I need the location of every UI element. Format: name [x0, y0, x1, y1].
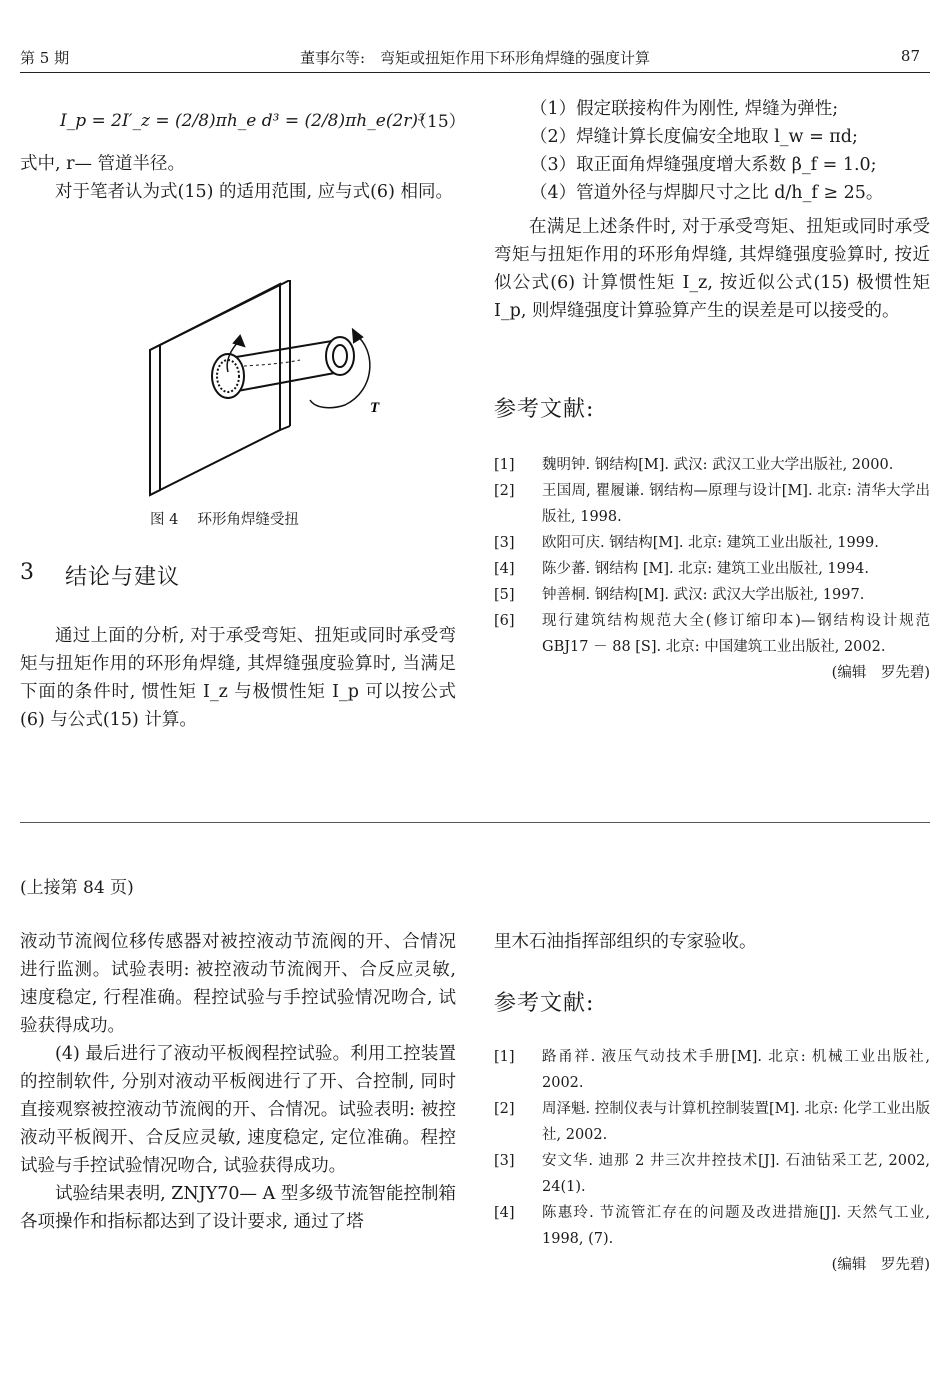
ref-text: 欧阳可庆. 钢结构[M]. 北京: 建筑工业出版社, 1999. [542, 535, 879, 551]
running-title: 董事尔等: 弯矩或扭矩作用下环形角焊缝的强度计算 [299, 49, 651, 67]
reference-item [494, 1044, 930, 1096]
section-number: 3 [20, 560, 35, 585]
right-top-paragraph [494, 213, 930, 325]
refs-heading-2: 参考文献: [494, 991, 595, 1016]
figure-caption: 图 4 环形角焊缝受扭 [150, 512, 299, 528]
reference-item [494, 608, 930, 660]
ref-number: [3] [494, 535, 515, 551]
ref-text: 周泽魁. 控制仪表与计算机控制装置[M]. 北京: 化学工业出版社, 2002. [542, 1101, 930, 1143]
ref-number: [1] [494, 1049, 515, 1065]
ref-number: [2] [494, 1101, 515, 1117]
formula-15: I_p = 2I′_z = (2/8)πh_e d³ = (2/8)πh_e(2r)³ [60, 111, 425, 131]
left-bottom-text [20, 928, 456, 1236]
ref-text: 王国周, 瞿履谦. 钢结构—原理与设计[M]. 北京: 清华大学出版社, 1998. [542, 483, 930, 525]
reference-item [494, 556, 930, 582]
condition-3: （3）取正面角焊缝强度增大系数 β_f = 1.0; [530, 155, 877, 175]
applicability-paragraph: 对于笔者认为式(15) 的适用范围, 应与式(6) 相同。 [55, 182, 453, 202]
ref-number: [4] [494, 1205, 515, 1221]
conclusion-paragraph [20, 622, 456, 734]
plate-side [150, 345, 160, 495]
section-title: 结论与建议 [65, 565, 181, 590]
summary-text: 在满足上述条件时, 对于承受弯矩、扭矩或同时承受弯矩与扭矩作用的环形角焊缝, 其焊缝强度验算时, 按近似公式(6) 计算惯性矩 I_z, 按近似公式(15) 极惯性矩 I_p, 则焊缝强度计算验算产生的误差是可以接受的。 [494, 217, 930, 321]
ref-number: [3] [494, 1153, 515, 1169]
issue-label: 第 5 期 [20, 49, 70, 67]
conclusion-text: 通过上面的分析, 对于承受弯矩、扭矩或同时承受弯矩与扭矩作用的环形角焊缝, 其焊缝强度验算时, 当满足下面的条件时, 惯性矩 I_z 与极惯性矩 I_p 可以按公式(6) 与公式(15) 计算。 [20, 626, 456, 730]
reference-item [494, 452, 930, 478]
torque-label: T [370, 400, 380, 416]
page-number: 87 [900, 47, 920, 65]
condition-4: （4）管道外径与焊脚尺寸之比 d/h_f ≥ 25。 [530, 183, 884, 203]
right-bottom-text [494, 928, 930, 956]
ref-number: [4] [494, 561, 515, 577]
formula-number: （15） [410, 112, 466, 132]
ref-number: [1] [494, 457, 515, 473]
editor-credit-1: (编辑 罗先碧) [831, 665, 930, 681]
left-top-text [20, 150, 456, 206]
reference-item [494, 1096, 930, 1148]
ref-number: [5] [494, 587, 515, 603]
ref-text: 路甬祥. 液压气动技术手册[M]. 北京: 机械工业出版社, 2002. [542, 1049, 930, 1091]
reference-item [494, 1200, 930, 1252]
editor-credit-2: (编辑 罗先碧) [831, 1257, 930, 1273]
ref-text: 钟善桐. 钢结构[M]. 武汉: 武汉大学出版社, 1997. [542, 587, 865, 603]
references-list-2 [494, 1044, 930, 1278]
section-divider [20, 822, 930, 823]
ref-text: 陈少蕃. 钢结构 [M]. 北京: 建筑工业出版社, 1994. [542, 561, 869, 577]
acceptance-text: 里木石油指挥部组织的专家验收。 [494, 932, 757, 952]
reference-item [494, 478, 930, 530]
header-rule [20, 72, 930, 73]
ref-text: 安文华. 迪那 2 井三次井控技术[J]. 石油钻采工艺, 2002, 24(1). [542, 1153, 930, 1195]
conditions-list [530, 95, 930, 207]
figure-4-annular-weld-torsion [140, 280, 400, 505]
refs-heading-1: 参考文献: [494, 397, 595, 422]
ref-text: 魏明钟. 钢结构[M]. 武汉: 武汉工业大学出版社, 2000. [542, 457, 894, 473]
test-paragraph-2: (4) 最后进行了液动平板阀程控试验。利用工控装置的控制软件, 分别对液动平板阀进行了开、合控制, 同时直接观察被控液动节流阀的开、合情况。试验表明: 被控液动平板阀开、合反应灵敏, 速度稳定, 定位准确。程控试验与手控试验情况吻合, 试验获得成功。 [20, 1044, 456, 1176]
reference-item [494, 530, 930, 556]
continued-from-label: (上接第 84 页) [20, 878, 134, 898]
ref-text: 陈惠玲. 节流管汇存在的问题及改进措施[J]. 天然气工业, 1998, (7). [542, 1205, 930, 1247]
formula-explanation: 式中, r— 管道半径。 [20, 154, 186, 174]
condition-1: （1）假定联接构件为刚性, 焊缝为弹性; [530, 99, 839, 119]
ref-number: [2] [494, 483, 515, 499]
condition-2: （2）焊缝计算长度偏安全地取 l_w = πd; [530, 127, 858, 147]
reference-item [494, 1148, 930, 1200]
test-paragraph-3: 试验结果表明, ZNJY70— A 型多级节流智能控制箱各项操作和指标都达到了设计要求, 通过了塔 [20, 1184, 456, 1232]
references-list-1 [494, 452, 930, 686]
reference-item [494, 582, 930, 608]
ref-text: 现行建筑结构规范大全(修订缩印本)—钢结构设计规范 GBJ17 － 88 [S]. 北京: 中国建筑工业出版社, 2002. [542, 613, 930, 655]
ref-number: [6] [494, 613, 515, 629]
test-paragraph-1: 液动节流阀位移传感器对被控液动节流阀的开、合情况进行监测。试验表明: 被控液动节流阀开、合反应灵敏, 速度稳定, 行程准确。程控试验与手控试验情况吻合, 试验获得成功。 [20, 932, 456, 1036]
